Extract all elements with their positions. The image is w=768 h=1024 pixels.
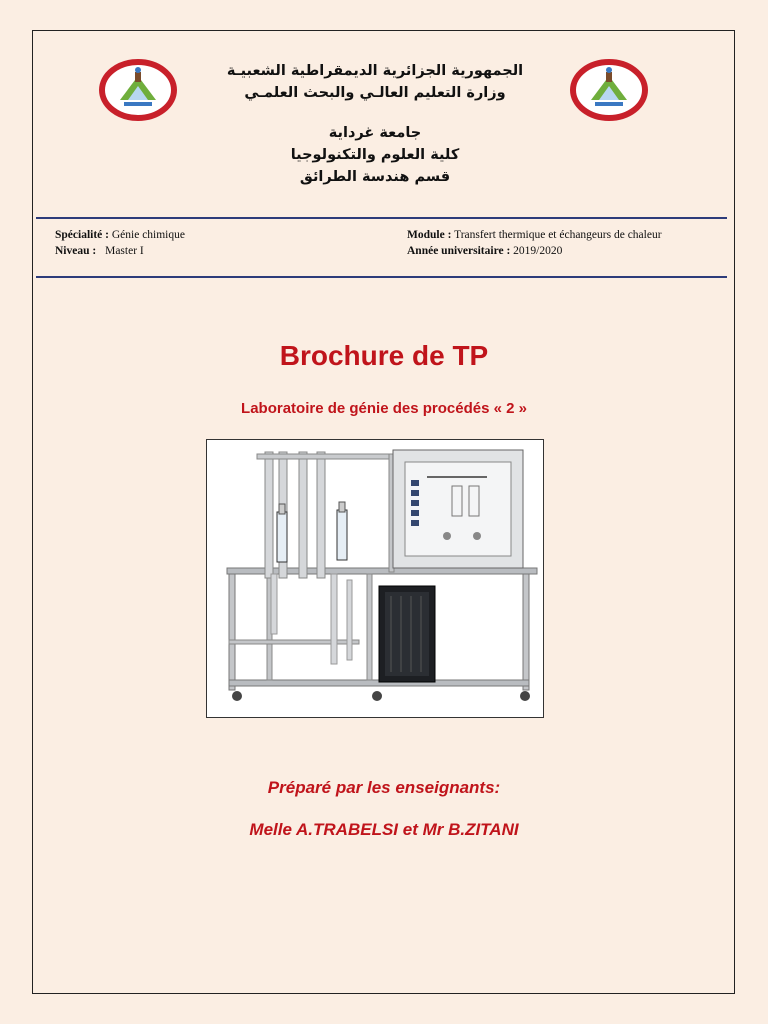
info-specialite bbox=[55, 229, 185, 241]
specialite-label: Spécialité : bbox=[55, 229, 109, 241]
niveau-value: Master I bbox=[105, 245, 144, 257]
divider-bottom bbox=[36, 276, 727, 278]
prepared-by-label: Préparé par les enseignants: bbox=[267, 778, 501, 797]
header-university: جامعة غرداية bbox=[328, 125, 422, 141]
university-logo-left bbox=[98, 58, 178, 122]
info-annee bbox=[407, 245, 562, 257]
header-ministry: وزارة التعليم العالـي والبحث العلمـي bbox=[244, 85, 506, 101]
niveau-label: Niveau : bbox=[55, 245, 97, 257]
module-label: Module : bbox=[407, 229, 452, 241]
divider-top bbox=[36, 217, 727, 219]
header-republic: الجمهورية الجزائرية الديمقراطية الشعبيـة bbox=[226, 63, 524, 79]
page-title: Brochure de TP bbox=[279, 340, 489, 371]
page-subtitle: Laboratoire de génie des procédés « 2 » bbox=[241, 400, 527, 417]
specialite-value: Génie chimique bbox=[111, 229, 185, 241]
annee-label: Année universitaire : bbox=[407, 245, 511, 257]
header-faculty: كلية العلوم والتكنولوجيا bbox=[290, 147, 460, 163]
authors: Melle A.TRABELSI et Mr B.ZITANI bbox=[249, 820, 519, 839]
equipment-photo bbox=[206, 439, 544, 718]
university-logo-right bbox=[569, 58, 649, 122]
heat-exchanger-bench-illustration bbox=[207, 440, 543, 717]
info-niveau bbox=[55, 245, 144, 257]
info-module bbox=[407, 229, 662, 241]
module-value: Transfert thermique et échangeurs de chaleur bbox=[454, 229, 662, 241]
annee-value: 2019/2020 bbox=[513, 245, 563, 257]
header-department: قسم هندسة الطرائق bbox=[299, 169, 451, 185]
